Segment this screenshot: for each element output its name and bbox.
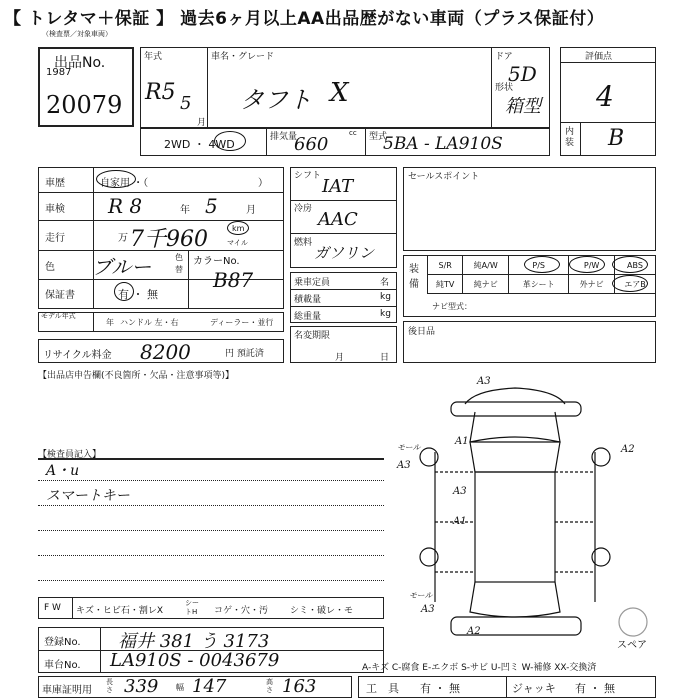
colorcode-value: B87 [213, 268, 254, 292]
warranty-label: 保証書 [45, 290, 75, 301]
roof [475, 472, 555, 582]
name-value: タフト [240, 86, 312, 114]
inspection-label: 車検 [45, 204, 65, 215]
color-value: ブルー [92, 255, 152, 279]
model-label: 型式 [369, 132, 388, 142]
grade-value: X [330, 78, 349, 108]
spare-wheel [619, 608, 647, 636]
inspector-line2: スマートキー [46, 488, 130, 504]
lot-label: 出品No. [54, 55, 106, 71]
drive-circle [214, 131, 246, 151]
declaration-label: 【出品店申告欄(不良箇所・欠品・注意事項等)】 [38, 371, 235, 381]
interior-value: B [608, 126, 625, 151]
color-label: 色 [45, 262, 55, 273]
drive-options: 2WD ・ 4WD [164, 138, 235, 151]
chassis-value: LA910S - 0043679 [110, 650, 280, 671]
ac-value: AAC [318, 209, 358, 230]
lot-box [38, 47, 134, 127]
legend: A-キズ C-腐食 E-エクボ S-サビ U-凹ミ W-補修 XX-交換済 [362, 663, 597, 673]
inspector-label: 【検査員記入】 [38, 450, 102, 460]
inspection-month: 5 [205, 194, 218, 218]
score-label: 評価点 [585, 52, 613, 62]
month-value: 5 [180, 93, 192, 114]
damage-mark: A1 [453, 516, 467, 527]
model-value: 5BA - LA910S [383, 134, 503, 154]
len-value: 339 [124, 676, 159, 697]
damage-mark: A3 [397, 460, 411, 471]
damage-mark: A3 [477, 376, 491, 387]
inspector-line1: A・u [46, 463, 80, 479]
damage-mark: A3 [453, 486, 467, 497]
shift-value: IAT [322, 176, 354, 197]
reki-value: 自家用 ・（ [100, 178, 149, 189]
damage-mark: A1 [455, 436, 469, 447]
lot-sub: 1987 [46, 67, 72, 78]
car-diagram [395, 372, 657, 657]
rear-glass [470, 582, 560, 617]
height-value: 163 [282, 676, 317, 697]
year-label: 年式 [144, 52, 163, 62]
reg-value: 福井 381 う 3173 [118, 631, 270, 652]
damage-mark: A2 [467, 626, 481, 637]
width-value: 147 [192, 676, 227, 697]
notes-box [403, 321, 656, 363]
fuel-value: ガソリン [314, 244, 375, 262]
damage-mark: A3 [421, 604, 435, 615]
mileage-value: 7千960 [130, 227, 208, 252]
spare-label: スペア [617, 640, 647, 651]
subtitle: （検査票／対象車両） [42, 30, 112, 38]
mileage-label: 走行 [45, 233, 65, 244]
name-label: 車名・グレード [211, 52, 275, 62]
lot-number: 20079 [46, 91, 123, 119]
warranty-value: 有 ・ 無 [118, 288, 158, 301]
interior-label: 内装 [565, 127, 575, 148]
cc-unit: cc [349, 129, 357, 137]
displacement-value: 660 [294, 134, 329, 155]
reki-label: 車歴 [45, 178, 65, 189]
shape-value: 箱型 [505, 96, 541, 117]
damage-mark: A2 [621, 444, 635, 455]
recycle-value: 8200 [140, 340, 191, 364]
title-banner: 【 トレタマ＋保証 】 過去6ヶ月以上AA出品歴がない車両（プラス保証付） [4, 8, 605, 29]
inspection-value: R 8 [108, 194, 143, 218]
side-panels [435, 452, 595, 602]
year-value: R5 [145, 80, 176, 105]
color-change: 色替 [175, 253, 183, 274]
shape-label: 形状 [495, 83, 514, 93]
displacement-label: 排気量 [270, 132, 298, 142]
door-label: ドア [495, 52, 513, 62]
front-outline [451, 402, 581, 416]
door-value: 5D [508, 62, 537, 86]
reki-close: ） [258, 178, 268, 189]
trim-note: モール [397, 443, 421, 452]
trim-note: モール [409, 591, 433, 600]
colorcode-label: カラーNo. [193, 256, 240, 267]
score-value: 4 [596, 80, 614, 113]
equipment-table: S/R 純A/W P/S P/W ABS 純TV 純ナビ 革シート 外ナビ エアB [427, 255, 656, 294]
